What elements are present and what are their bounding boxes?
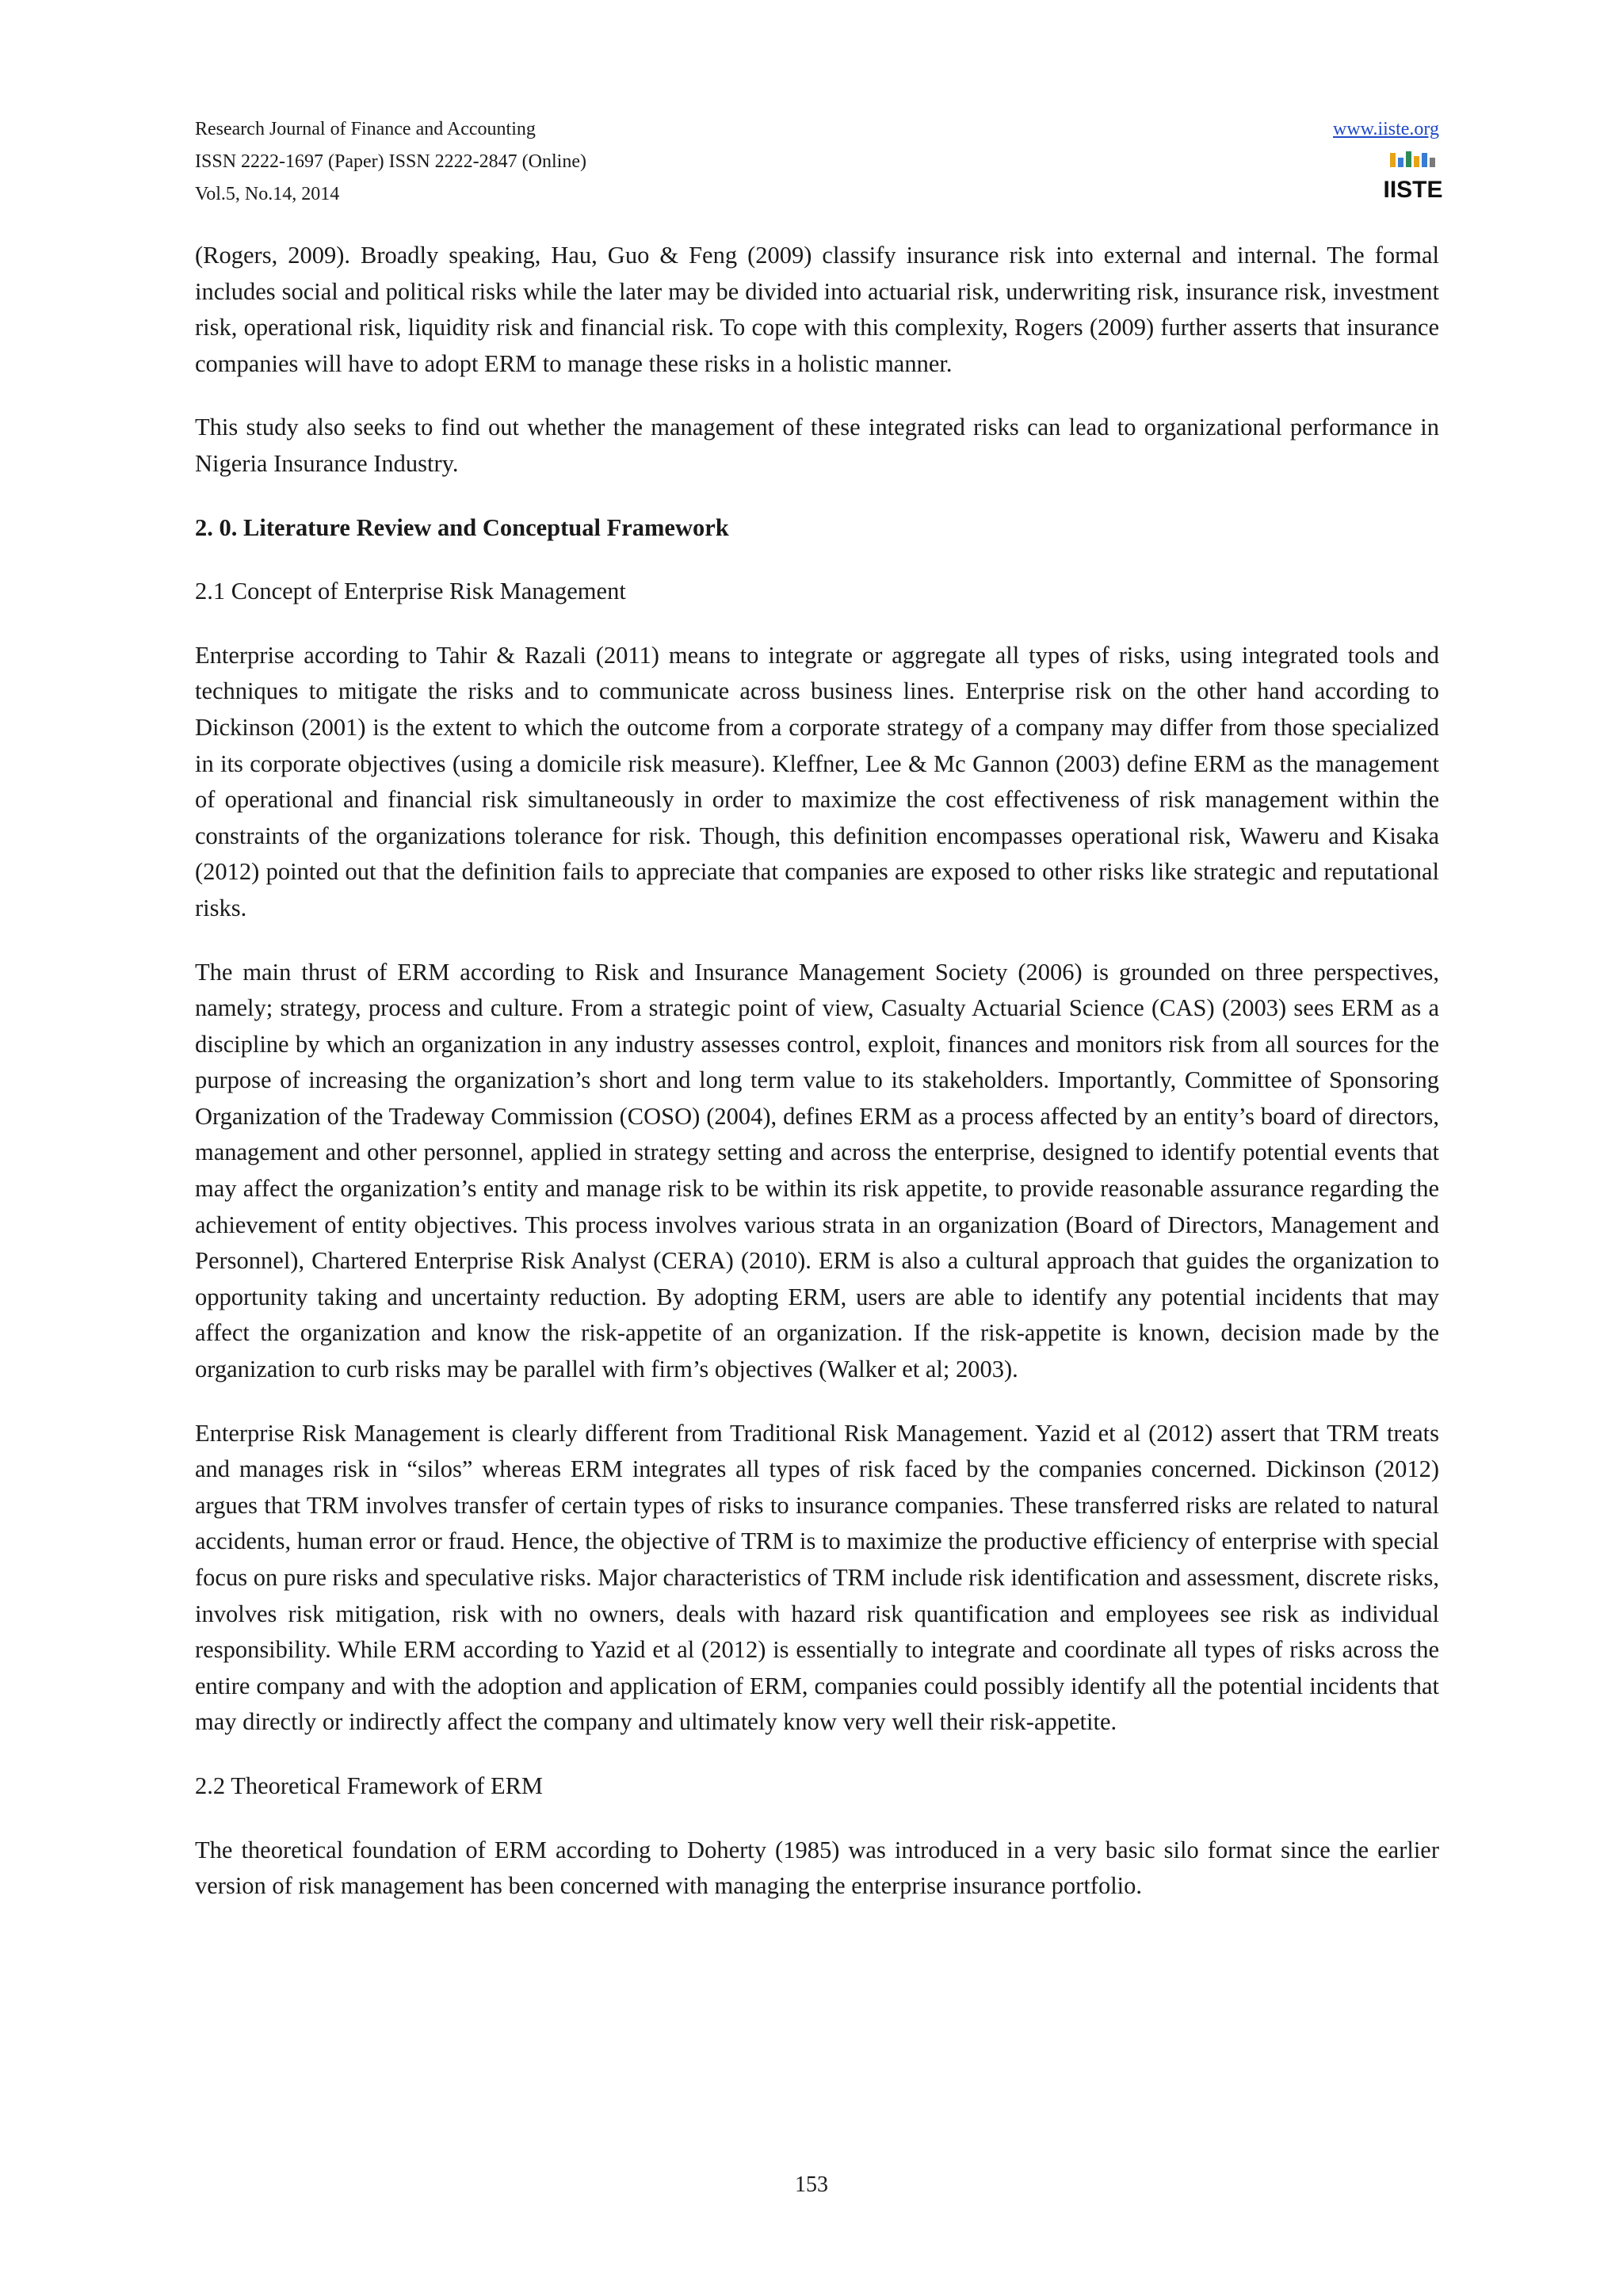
journal-url-link[interactable]: www.iiste.org — [1333, 119, 1439, 139]
iiste-logo-icon — [1383, 150, 1443, 204]
page-header — [195, 113, 1443, 208]
journal-title: Research Journal of Finance and Accounting — [195, 119, 536, 139]
body-paragraph-1: (Rogers, 2009). Broadly speaking, Hau, Guo & Feng (2009) classify insurance risk into external and internal. The formal includes social and political risks while the later may be divided into actuarial risk, underwriting risk, insurance risk, investment risk, operational risk, liquidity risk and financial risk. To cope with this complexity, Rogers (2009) further asserts that insurance companies will have to adopt ERM to manage these risks in a holistic manner. — [195, 242, 1439, 377]
body-paragraph-6: The theoretical foundation of ERM according to Doherty (1985) was introduced in a very basic silo format since the earlier version of risk management has been concerned with managing the enterprise insurance portfolio. — [195, 1836, 1439, 1900]
body-paragraph-2: This study also seeks to find out whether the management of these integrated risks can lead to organizational performance in Nigeria Insurance Industry. — [195, 414, 1439, 477]
section-heading-2: 2. 0. Literature Review and Conceptual Framework — [195, 513, 729, 541]
subsection-heading-2-1: 2.1 Concept of Enterprise Risk Management — [195, 578, 626, 605]
subsection-heading-2-2: 2.2 Theoretical Framework of ERM — [195, 1772, 544, 1799]
journal-volume: Vol.5, No.14, 2014 — [195, 184, 340, 204]
page-number: 153 — [795, 2172, 828, 2197]
body-paragraph-5: Enterprise Risk Management is clearly different from Traditional Risk Management. Yazid et al (2012) assert that TRM treats and manages risk in “silos” whereas ERM integrates all types of risk faced by the companies concerned. Dickinson (2012) argues that TRM involves transfer of certain types of risks to insurance companies. These transferred risks are related to natural accidents, human error or fraud. Hence, the objective of TRM is to maximize the productive efficiency of enterprise with special focus on pure risks and speculative risks. Major characteristics of TRM include risk identification and assessment, discrete risks, involves risk mitigation, risk with no owners, deals with hazard risk quantification and employees see risk as individual responsibility. While ERM according to Yazid et al (2012) is essentially to integrate and coordinate all types of risks across the entire company and with the adoption and application of ERM, companies could possibly identify all the potential incidents that may directly or indirectly affect the company and ultimately know very well their risk-appetite. — [195, 1419, 1439, 1736]
journal-issn: ISSN 2222-1697 (Paper) ISSN 2222-2847 (Online) — [195, 151, 586, 172]
body-paragraph-4: The main thrust of ERM according to Risk and Insurance Management Society (2006) is grounded on three perspectives, namely; strategy, process and culture. From a strategic point of view, Casualty Actuarial Science (CAS) (2003) sees ERM as a discipline by which an organization in any industry assesses control, exploit, finances and monitors risk from all sources for the purpose of increasing the organization’s short and long term value to its stakeholders. Importantly, Committee of Sponsoring Organization of the Tradeway Commission (COSO) (2004), defines ERM as a process affected by an entity’s board of directors, management and other personnel, applied in strategy setting and across the enterprise, designed to identify potential events that may affect the organization’s entity and manage risk to be within its risk appetite, to provide reasonable assurance regarding the achievement of entity objectives. This process involves various strata in an organization (Board of Directors, Management and Personnel), Chartered Enterprise Risk Analyst (CERA) (2010). ERM is also a cultural approach that guides the organization to opportunity taking and uncertainty reduction. By adopting ERM, users are able to identify any potential incidents that may affect the organization and know the risk-appetite of an organization. If the risk-appetite is known, decision made by the organization to curb risks may be parallel with firm’s objectives (Walker et al; 2003). — [195, 958, 1439, 1383]
logo-text: IISTE — [1383, 177, 1443, 203]
article-body — [195, 238, 1439, 1932]
body-paragraph-3: Enterprise according to Tahir & Razali (2011) means to integrate or aggregate all types of risks, using integrated tools and techniques to mitigate the risks and to communicate across business lines. Enterprise risk on the other hand according to Dickinson (2001) is the extent to which the outcome from a corporate strategy of a company may differ from those specialized in its corporate objectives (using a domicile risk measure). Kleffner, Lee & Mc Gannon (2003) define ERM as the management of operational and financial risk simultaneously in order to maximize the cost effectiveness of risk management within the constraints of the organizations tolerance for risk. Though, this definition encompasses operational risk, Waweru and Kisaka (2012) pointed out that the definition fails to appreciate that companies are exposed to other risks like strategic and reputational risks. — [195, 641, 1439, 921]
